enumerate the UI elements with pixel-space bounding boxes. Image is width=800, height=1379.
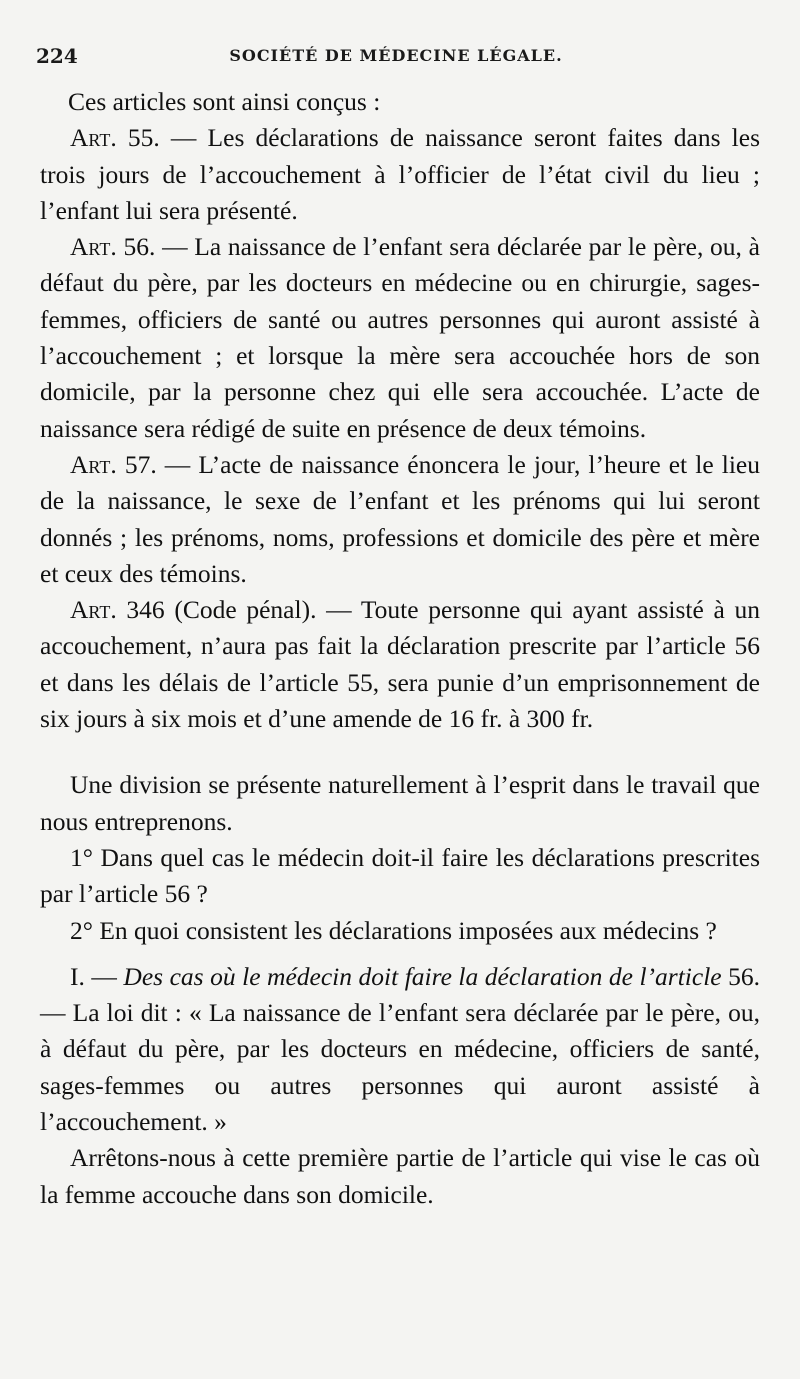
- section-1-heading: Des cas où le médecin doit faire la déclaration de l’article: [123, 961, 722, 991]
- article-text-56: — La naissance de l’enfant sera déclarée par le père, ou, à défaut du père, par les docteurs en médecine ou en chirurgie, sages-femmes, officiers de santé ou autres personnes qui auront assisté à l’accouchement ; et lorsque la mère sera accouchée hors de son domicile, par la personne chez qui elle sera accouchée. L’acte de naissance sera rédigé de suite en présence de deux témoins.: [40, 232, 760, 443]
- paragraph-section-1: [40, 959, 760, 1140]
- paragraph-art-55: [40, 120, 760, 229]
- page-header: [36, 40, 756, 74]
- paragraph-art-57: [40, 447, 760, 592]
- section-1-text: 56. — La loi dit : « La naissance de l’enfant sera déclarée par le père, ou, à défaut du père, par les docteurs en médecine, officiers de santé, sages-femmes ou autres personnes qui auront assisté à l’accouchement. »: [40, 961, 761, 1137]
- paragraph-final: Arrêtons-nous à cette première partie de l’article qui vise le cas où la femme accouche dans son domicile.: [40, 1143, 760, 1209]
- paragraph-question-2: 2° En quoi consistent les déclarations imposées aux médecins ?: [70, 915, 717, 945]
- article-text-57: — L’acte de naissance énoncera le jour, l’heure et le lieu de la naissance, le sexe de l’enfant et les prénoms qui lui seront donnés ; les prénoms, noms, professions et domicile des père et mère et ceux des témoins.: [40, 449, 760, 588]
- paragraph-division: Une division se présente naturellement à l’esprit dans le travail que nous entreprenons.: [40, 770, 760, 836]
- article-text-346: (Code pénal). — Toute personne qui ayant assisté à un accouchement, n’aura pas fait la déclaration prescrite par l’article 56 et dans les délais de l’article 55, sera punie d’un emprisonnement de six jours à six mois et d’une amende de 16 fr. à 300 fr.: [40, 595, 760, 734]
- section-1-label: I. —: [70, 961, 124, 991]
- article-label-57: Art. 57.: [70, 449, 157, 479]
- article-label-55: Art. 55.: [70, 123, 160, 153]
- page-number: 224: [36, 44, 78, 68]
- article-label-346: Art. 346: [70, 595, 165, 625]
- body-text: [40, 84, 760, 1213]
- paragraph-question-1: 1° Dans quel cas le médecin doit-il faire les déclarations prescrites par l’article 56 ?: [40, 842, 760, 909]
- paragraph-art-56: [40, 229, 760, 447]
- article-label-56: Art. 56.: [70, 232, 156, 262]
- article-text-55: — Les déclarations de naissance seront faites dans les trois jours de l’accouchement à l’officier de l’état civil du lieu ; l’enfant lui sera présenté.: [40, 123, 761, 225]
- running-title: SOCIÉTÉ DE MÉDECINE LÉGALE.: [229, 46, 563, 65]
- paragraph-intro: Ces articles sont ainsi conçus :: [68, 87, 381, 116]
- paragraph-art-346: [40, 592, 760, 737]
